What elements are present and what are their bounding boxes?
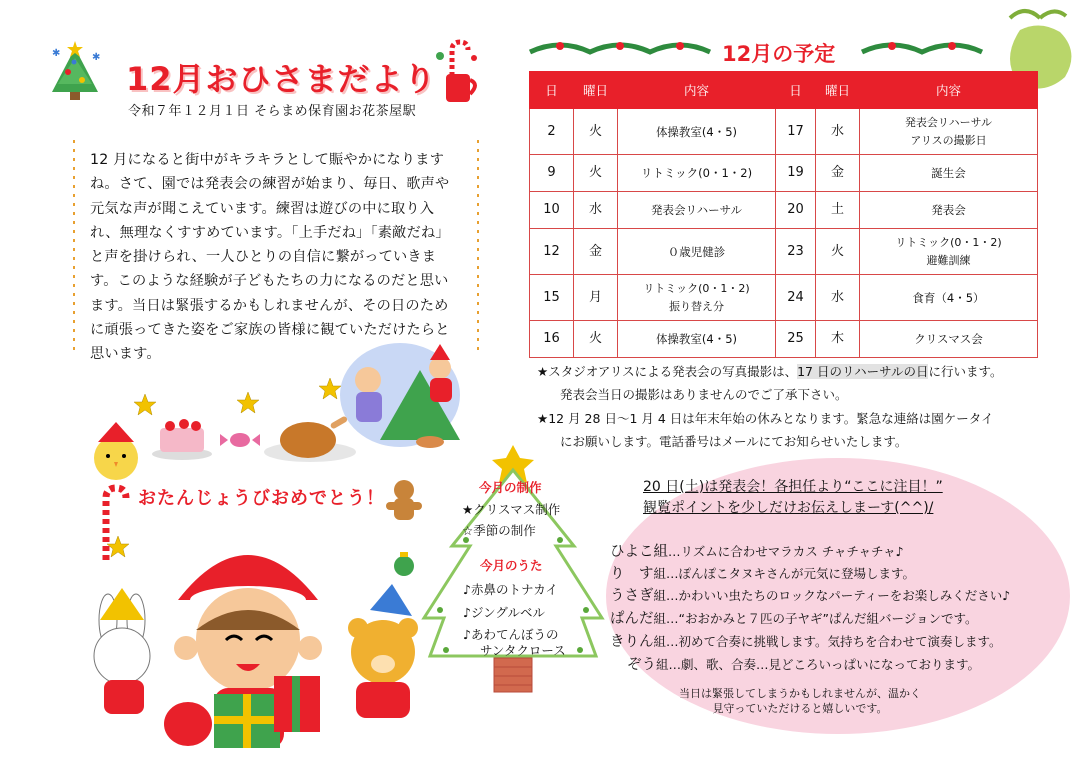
cell-content: リトミック(0・1・2) <box>618 155 776 192</box>
group-text: …かわいい虫たちのロックなパーティーをお楽しみください♪ <box>666 588 1011 603</box>
cell-content: 食育（4・5） <box>860 275 1038 321</box>
schedule-header-row <box>530 72 1038 109</box>
cell-content: 発表会リハーサル <box>618 192 776 229</box>
closing-line: 見守っていただけると嬉しいです。 <box>712 702 888 715</box>
schedule-title: 12月の予定 <box>722 42 836 66</box>
cell-weekday: 水 <box>816 275 860 321</box>
seisaku-item: ☆季節の制作 <box>462 523 536 538</box>
header-day: 日 <box>776 72 816 109</box>
cell-content: 誕生会 <box>860 155 1038 192</box>
group-text: …リズムに合わせマラカス チャチャチャ♪ <box>668 544 904 559</box>
cell-weekday: 木 <box>816 321 860 358</box>
cell-weekday: 金 <box>816 155 860 192</box>
cell-content <box>618 275 776 321</box>
seisaku-title: 今月の制作 <box>479 480 542 495</box>
page-title: 12月おひさまだより <box>126 60 437 98</box>
note-highlight: 17 日のリハーサルの日 <box>797 364 929 379</box>
page-subtitle: 令和７年１２月１日 そらまめ保育園お花茶屋駅 <box>128 104 417 119</box>
uta-item: ♪ジングルベル <box>463 605 546 620</box>
group-line-panda <box>610 607 977 628</box>
cell-day: 15 <box>530 275 574 321</box>
table-row <box>530 192 1038 229</box>
group-line-zou <box>627 653 980 674</box>
cell-weekday: 火 <box>574 321 618 358</box>
schedule-table <box>529 71 1038 358</box>
cell-day: 19 <box>776 155 816 192</box>
content-line: リトミック(0・1・2) <box>895 235 1002 249</box>
star-icons <box>107 378 341 557</box>
gingerbread-icon <box>386 480 422 520</box>
seisaku-item: ★クリスマス制作 <box>462 502 561 517</box>
cell-content <box>860 109 1038 155</box>
cell-content: 発表会 <box>860 192 1038 229</box>
cell-weekday: 月 <box>574 275 618 321</box>
content-line: アリスの撮影日 <box>910 133 987 147</box>
header-content: 内容 <box>860 72 1038 109</box>
schedule-note-photo-line2: 発表会当日の撮影はありませんのでご了承下さい。 <box>560 387 848 402</box>
group-text: …“おおかみと７匹の子ヤギ”ぱんだ組バージョンです。 <box>666 611 978 626</box>
cell-day: 17 <box>776 109 816 155</box>
content-line: 避難訓練 <box>926 253 971 267</box>
cell-day: 9 <box>530 155 574 192</box>
group-text: …劇、歌、合奏…見どころいっぱいになっております。 <box>668 657 981 672</box>
content-line: リトミック(0・1・2) <box>643 281 750 295</box>
header-day: 日 <box>530 72 574 109</box>
group-suffix: 組 <box>653 634 667 649</box>
uta-title: 今月のうた <box>480 558 543 573</box>
cell-day: 25 <box>776 321 816 358</box>
chick-santa-hat-icon <box>94 422 138 480</box>
group-suffix: 組 <box>656 657 669 672</box>
cell-content: クリスマス会 <box>860 321 1038 358</box>
group-text: …初めて合奏に挑戦します。気持ちを合わせて演奏します。 <box>666 634 1002 649</box>
table-row <box>530 321 1038 358</box>
recital-closing <box>650 686 950 716</box>
cell-weekday: 火 <box>574 109 618 155</box>
group-text: …ぽんぽこタヌキさんが元気に登場します。 <box>666 566 916 581</box>
closing-line: 当日は緊張してしまうかもしれませんが、温かく <box>679 687 921 700</box>
header-weekday: 曜日 <box>816 72 860 109</box>
uta-item: ♪あわてんぼうの <box>463 627 559 642</box>
cell-day: 10 <box>530 192 574 229</box>
recital-heading-line: 観覧ポイントを少しだけお伝えしまーす(^^)/ <box>643 500 934 516</box>
note-text: ★スタジオアリスによる発表会の写真撮影は、 <box>537 364 798 379</box>
group-suffix: 組 <box>653 588 667 603</box>
cell-weekday: 土 <box>816 192 860 229</box>
cell-day: 12 <box>530 229 574 275</box>
christmas-tree-icon <box>52 41 100 100</box>
holly-garland-left <box>530 42 710 52</box>
group-name: ぱんだ <box>610 611 654 627</box>
cell-weekday: 火 <box>816 229 860 275</box>
group-line-risu <box>610 562 915 583</box>
cell-content: 体操教室(4・5) <box>618 109 776 155</box>
group-line-usagi <box>610 584 1010 605</box>
bear-illustration <box>348 584 418 718</box>
cell-content <box>860 229 1038 275</box>
cell-content: 体操教室(4・5) <box>618 321 776 358</box>
header-content: 内容 <box>618 72 776 109</box>
cell-weekday: 金 <box>574 229 618 275</box>
schedule-note-holiday-line2: にお願いします。電話番号はメールにてお知らせいたします。 <box>560 434 908 449</box>
cell-weekday: 水 <box>574 192 618 229</box>
holly-garland-right <box>862 42 982 52</box>
cake-icon <box>152 419 212 460</box>
cell-day: 16 <box>530 321 574 358</box>
group-suffix: 組 <box>653 566 667 581</box>
uta-item: ♪赤鼻のトナカイ <box>463 582 558 597</box>
group-line-kirin <box>610 630 1002 651</box>
svg-text:✱: ✱ <box>52 48 61 59</box>
cell-content: ０歳児健診 <box>618 229 776 275</box>
roast-chicken-icon <box>264 415 356 462</box>
cell-weekday: 火 <box>574 155 618 192</box>
note-text: に行います。 <box>928 364 1003 379</box>
group-name: ぞう <box>627 657 656 673</box>
intro-paragraph: 12 月になると街中がキラキラとして賑やかになりますね。さて、園では発表会の練習が始まり、毎日、歌声や元気な声が聞こえています。練習は遊びの中に取り入れ、無理なくすすめています。「上手だね」「素敵だね」と声を掛けられ、一人ひとりの自信に繋がっていきます。このような経験が子どもたちの力になるのだと思います。当日は緊張するかもしれませんが、その日のために頑張ってきた姿をご家族の皆様に観ていただけたらと思います。 <box>90 152 450 363</box>
table-row <box>530 109 1038 155</box>
cell-day: 23 <box>776 229 816 275</box>
rabbit-illustration <box>94 588 150 714</box>
birthday-heading: おたんじょうびおめでとう！ <box>138 488 385 509</box>
group-name: きりん <box>610 634 654 650</box>
uta-item: サンタクロース <box>480 643 566 658</box>
schedule-note-holiday: ★12 月 28 日～1 月 4 日は年末年始の休みとなります。緊急な連絡は園ケータイ <box>537 411 994 426</box>
candy-icon <box>220 433 260 447</box>
group-name: り す <box>610 566 654 582</box>
ornament-icon <box>394 552 414 576</box>
group-name: うさぎ <box>610 588 654 604</box>
table-row <box>530 229 1038 275</box>
table-row <box>530 155 1038 192</box>
group-line-hiyoko <box>610 540 904 561</box>
cell-day: 2 <box>530 109 574 155</box>
cell-weekday: 水 <box>816 109 860 155</box>
recital-heading <box>643 477 943 519</box>
schedule-note-photo <box>537 362 1003 380</box>
content-line: 振り替え分 <box>669 299 724 313</box>
cell-day: 24 <box>776 275 816 321</box>
group-name: ひよこ組 <box>610 544 668 560</box>
candy-cane-cup-icon <box>436 42 477 102</box>
cell-day: 20 <box>776 192 816 229</box>
recital-heading-line: 20 日(土)は発表会！各担任より“ここに注目！” <box>643 479 943 495</box>
group-suffix: 組 <box>653 611 667 626</box>
table-row <box>530 275 1038 321</box>
header-weekday: 曜日 <box>574 72 618 109</box>
content-line: 発表会リハーサル <box>904 115 993 129</box>
svg-text:✱: ✱ <box>92 52 101 63</box>
